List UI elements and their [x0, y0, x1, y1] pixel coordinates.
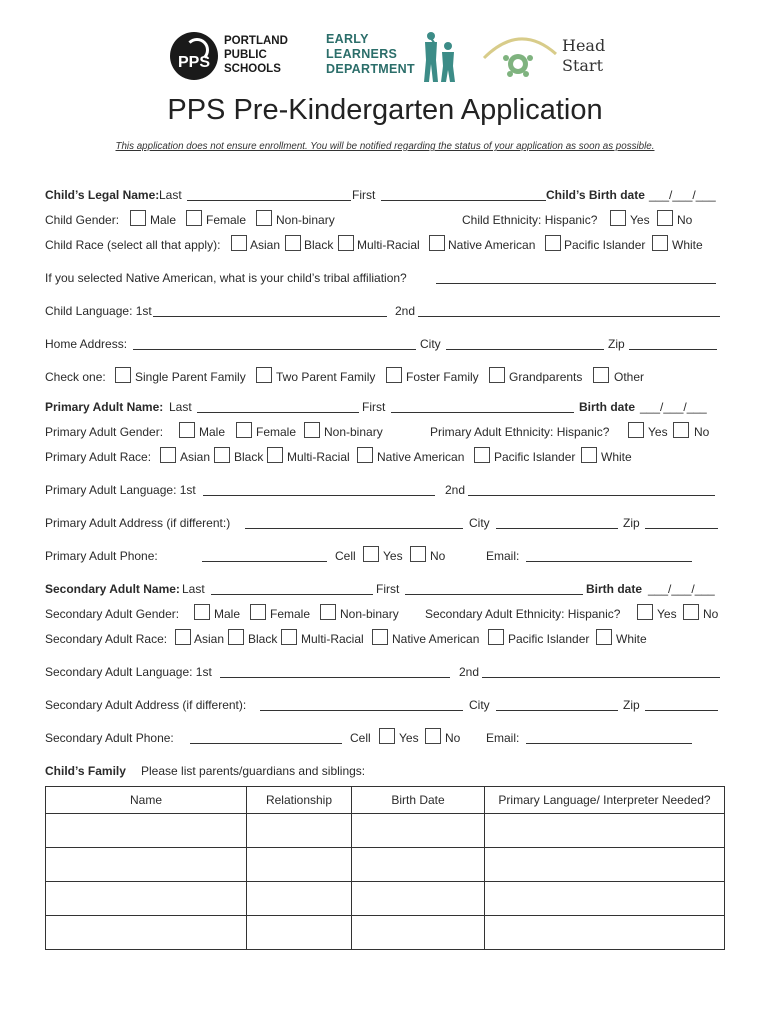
child-name-label: Child’s Legal Name: [45, 188, 160, 202]
secondary-address-label: Secondary Adult Address (if different): [45, 698, 247, 712]
primary-last-name-field[interactable] [197, 400, 359, 413]
female-checkbox[interactable] [250, 604, 266, 620]
name-cell[interactable] [46, 848, 247, 882]
black-checkbox[interactable] [214, 447, 230, 463]
city-field[interactable] [446, 337, 604, 350]
native-american-checkbox[interactable] [372, 629, 388, 645]
nonbinary-label: Non-binary [340, 607, 399, 621]
cell-yes-checkbox[interactable] [363, 546, 379, 562]
pps-logo [170, 32, 218, 80]
white-checkbox[interactable] [596, 629, 612, 645]
secondary-address-row [45, 698, 735, 716]
secondary-name-label: Secondary Adult Name: [45, 582, 180, 596]
elc-line: DEPARTMENT [326, 62, 415, 76]
secondary-last-name-field[interactable] [211, 582, 373, 595]
pps-line: PUBLIC [224, 49, 267, 61]
single-parent-label: Single Parent Family [135, 370, 246, 384]
no-label: No [677, 213, 693, 227]
language-label: Primary Adult Language: 1st [45, 483, 196, 497]
name-cell[interactable] [46, 814, 247, 848]
tribal-affiliation-field[interactable] [436, 271, 716, 284]
child-language-1st-field[interactable] [153, 304, 387, 317]
nonbinary-label: Non-binary [324, 425, 383, 439]
relationship-cell[interactable] [247, 814, 352, 848]
white-checkbox[interactable] [581, 447, 597, 463]
column-header: Name [46, 787, 247, 814]
birth-date-label: Child’s Birth date [546, 188, 645, 202]
language-label: Child Language: 1st [45, 304, 152, 318]
black-label: Black [304, 238, 334, 252]
asian-checkbox[interactable] [175, 629, 191, 645]
language-cell[interactable] [485, 848, 725, 882]
yes-label: Yes [399, 731, 419, 745]
first-label: First [352, 188, 376, 202]
last-label: Last [159, 188, 182, 202]
child-gender-row [45, 213, 735, 231]
second-language-label: 2nd [445, 483, 466, 497]
two-parent-checkbox[interactable] [256, 367, 272, 383]
secondary-phone-field[interactable] [190, 731, 342, 744]
secondary-name-row [45, 582, 735, 600]
child-language-row [45, 304, 735, 322]
asian-checkbox[interactable] [231, 235, 247, 251]
table-row [46, 814, 725, 848]
secondary-first-name-field[interactable] [405, 582, 583, 595]
primary-race-row [45, 450, 735, 468]
family-type-row [45, 370, 735, 388]
single-parent-checkbox[interactable] [115, 367, 131, 383]
home-address-label: Home Address: [45, 337, 128, 351]
yes-label: Yes [383, 549, 403, 563]
nonbinary-label: Non-binary [276, 213, 335, 227]
language-label: Secondary Adult Language: 1st [45, 665, 212, 679]
elc-line: LEARNERS [326, 47, 398, 61]
last-label: Last [182, 582, 205, 596]
female-label: Female [270, 607, 311, 621]
native-american-checkbox[interactable] [357, 447, 373, 463]
secondary-language-row [45, 665, 735, 683]
secondary-city-field[interactable] [496, 698, 618, 711]
secondary-zip-field[interactable] [645, 698, 718, 711]
primary-gender-row [45, 425, 735, 443]
black-checkbox[interactable] [228, 629, 244, 645]
cell-label: Cell [350, 731, 371, 745]
hispanic-yes-checkbox[interactable] [628, 422, 644, 438]
primary-birth-date-field[interactable]: ___/___/___ [640, 400, 707, 414]
foster-label: Foster Family [406, 370, 479, 384]
birth-date-cell[interactable] [352, 882, 485, 916]
secondary-gender-row [45, 607, 735, 625]
pacific-islander-label: Pacific Islander [508, 632, 590, 646]
primary-name-row [45, 400, 735, 418]
multiracial-label: Multi-Racial [301, 632, 364, 646]
nonbinary-checkbox[interactable] [304, 422, 320, 438]
zip-label: Zip [623, 516, 640, 530]
family-table [45, 786, 725, 950]
disclaimer: This application does not ensure enrollment. You will be notified regarding the status of your application as soon as possible. [115, 141, 655, 152]
head-start-logo-icon [480, 28, 560, 84]
white-label: White [672, 238, 703, 252]
secondary-address-field[interactable] [260, 698, 463, 711]
primary-address-label: Primary Adult Address (if different:) [45, 516, 231, 530]
city-label: City [469, 516, 490, 530]
child-language-2nd-field[interactable] [418, 304, 720, 317]
child-race-row [45, 238, 735, 256]
primary-language-2nd-field[interactable] [468, 483, 715, 496]
yes-label: Yes [657, 607, 677, 621]
multiracial-label: Multi-Racial [287, 450, 350, 464]
pps-name [224, 34, 288, 76]
multiracial-checkbox[interactable] [281, 629, 297, 645]
tribal-label: If you selected Native American, what is your child’s tribal affiliation? [45, 271, 407, 285]
family-instructions: Please list parents/guardians and siblings: [141, 764, 366, 778]
foster-checkbox[interactable] [386, 367, 402, 383]
child-first-name-field[interactable] [381, 188, 546, 201]
primary-city-field[interactable] [496, 516, 618, 529]
phone-label: Secondary Adult Phone: [45, 731, 174, 745]
primary-phone-field[interactable] [202, 549, 327, 562]
cell-no-checkbox[interactable] [410, 546, 426, 562]
grandparents-label: Grandparents [509, 370, 583, 384]
other-label: Other [614, 370, 645, 384]
multiracial-checkbox[interactable] [267, 447, 283, 463]
relationship-cell[interactable] [247, 882, 352, 916]
male-checkbox[interactable] [179, 422, 195, 438]
relationship-cell[interactable] [247, 916, 352, 950]
city-label: City [420, 337, 441, 351]
two-parent-label: Two Parent Family [276, 370, 376, 384]
second-language-label: 2nd [395, 304, 416, 318]
first-label: First [376, 582, 400, 596]
cell-yes-checkbox[interactable] [379, 728, 395, 744]
male-checkbox[interactable] [130, 210, 146, 226]
children-logo-icon [422, 30, 458, 84]
pps-line: PORTLAND [224, 35, 288, 47]
birth-date-label: Birth date [586, 582, 643, 596]
male-label: Male [214, 607, 241, 621]
hispanic-yes-checkbox[interactable] [637, 604, 653, 620]
female-checkbox[interactable] [186, 210, 202, 226]
zip-field[interactable] [629, 337, 717, 350]
gender-label: Primary Adult Gender: [45, 425, 164, 439]
asian-label: Asian [194, 632, 225, 646]
white-checkbox[interactable] [652, 235, 668, 251]
phone-label: Primary Adult Phone: [45, 549, 158, 563]
race-label: Primary Adult Race: [45, 450, 152, 464]
family-label: Child’s Family [45, 764, 126, 778]
hispanic-no-checkbox[interactable] [673, 422, 689, 438]
email-label: Email: [486, 731, 520, 745]
secondary-language-2nd-field[interactable] [482, 665, 720, 678]
pps-swirl-icon [185, 38, 209, 62]
hispanic-no-checkbox[interactable] [683, 604, 699, 620]
pacific-islander-checkbox[interactable] [545, 235, 561, 251]
hispanic-yes-checkbox[interactable] [610, 210, 626, 226]
primary-address-field[interactable] [245, 516, 463, 529]
check-one-label: Check one: [45, 370, 106, 384]
black-label: Black [234, 450, 264, 464]
tribal-row [45, 271, 735, 289]
asian-checkbox[interactable] [160, 447, 176, 463]
pacific-islander-checkbox[interactable] [474, 447, 490, 463]
birth-date-cell[interactable] [352, 814, 485, 848]
relationship-cell[interactable] [247, 848, 352, 882]
native-american-label: Native American [392, 632, 480, 646]
male-checkbox[interactable] [194, 604, 210, 620]
home-address-field[interactable] [133, 337, 416, 350]
no-label: No [694, 425, 710, 439]
asian-label: Asian [180, 450, 211, 464]
birth-date-label: Birth date [579, 400, 636, 414]
primary-zip-field[interactable] [645, 516, 718, 529]
table-header-row [46, 787, 725, 814]
table-row [46, 916, 725, 950]
home-address-row [45, 337, 735, 355]
second-language-label: 2nd [459, 665, 480, 679]
ethnicity-label: Secondary Adult Ethnicity: Hispanic? [425, 607, 621, 621]
secondary-phone-row [45, 731, 735, 749]
table-row [46, 848, 725, 882]
no-label: No [703, 607, 719, 621]
language-cell[interactable] [485, 916, 725, 950]
cell-label: Cell [335, 549, 356, 563]
zip-label: Zip [623, 698, 640, 712]
zip-label: Zip [608, 337, 625, 351]
birth-date-cell[interactable] [352, 848, 485, 882]
black-checkbox[interactable] [285, 235, 301, 251]
birth-date-cell[interactable] [352, 916, 485, 950]
first-label: First [362, 400, 386, 414]
multiracial-checkbox[interactable] [338, 235, 354, 251]
elc-line: EARLY [326, 32, 369, 46]
early-learners-name [326, 32, 415, 77]
pacific-islander-label: Pacific Islander [494, 450, 576, 464]
male-label: Male [150, 213, 177, 227]
female-label: Female [206, 213, 247, 227]
other-checkbox[interactable] [593, 367, 609, 383]
native-american-checkbox[interactable] [429, 235, 445, 251]
child-last-name-field[interactable] [187, 188, 351, 201]
family-heading-row [45, 764, 735, 782]
column-header: Primary Language/ Interpreter Needed? [485, 787, 725, 814]
yes-label: Yes [630, 213, 650, 227]
secondary-race-row [45, 632, 735, 650]
name-cell[interactable] [46, 916, 247, 950]
black-label: Black [248, 632, 278, 646]
gender-label: Child Gender: [45, 213, 120, 227]
name-cell[interactable] [46, 882, 247, 916]
yes-label: Yes [648, 425, 668, 439]
nonbinary-checkbox[interactable] [256, 210, 272, 226]
primary-language-row [45, 483, 735, 501]
language-cell[interactable] [485, 814, 725, 848]
male-label: Male [199, 425, 226, 439]
head-start-name [562, 36, 605, 76]
city-label: City [469, 698, 490, 712]
primary-email-field[interactable] [526, 549, 692, 562]
pps-line: SCHOOLS [224, 63, 281, 75]
secondary-birth-date-field[interactable]: ___/___/___ [648, 582, 715, 596]
primary-name-label: Primary Adult Name: [45, 400, 164, 414]
primary-language-1st-field[interactable] [203, 483, 435, 496]
pps-logo-letters: PPS [177, 54, 210, 71]
no-label: No [430, 549, 446, 563]
female-checkbox[interactable] [236, 422, 252, 438]
native-american-label: Native American [448, 238, 536, 252]
white-label: White [601, 450, 632, 464]
secondary-email-field[interactable] [526, 731, 692, 744]
pacific-islander-label: Pacific Islander [564, 238, 646, 252]
head-start-line: Start [562, 56, 604, 75]
page-title: PPS Pre-Kindergarten Application [167, 94, 603, 126]
column-header: Relationship [247, 787, 352, 814]
child-birth-date-field[interactable]: ___/___/___ [649, 188, 716, 202]
white-label: White [616, 632, 647, 646]
race-label: Child Race (select all that apply): [45, 238, 221, 252]
asian-label: Asian [250, 238, 281, 252]
primary-first-name-field[interactable] [391, 400, 574, 413]
race-label: Secondary Adult Race: [45, 632, 168, 646]
secondary-language-1st-field[interactable] [220, 665, 450, 678]
head-start-line: Head [562, 36, 606, 55]
cell-no-checkbox[interactable] [425, 728, 441, 744]
female-label: Female [256, 425, 297, 439]
child-name-row [45, 188, 735, 206]
last-label: Last [169, 400, 192, 414]
gender-label: Secondary Adult Gender: [45, 607, 180, 621]
primary-address-row [45, 516, 735, 534]
hispanic-no-checkbox[interactable] [657, 210, 673, 226]
table-row [46, 882, 725, 916]
ethnicity-label: Primary Adult Ethnicity: Hispanic? [430, 425, 610, 439]
native-american-label: Native American [377, 450, 465, 464]
multiracial-label: Multi-Racial [357, 238, 420, 252]
column-header: Birth Date [352, 787, 485, 814]
ethnicity-label: Child Ethnicity: Hispanic? [462, 213, 598, 227]
grandparents-checkbox[interactable] [489, 367, 505, 383]
header [0, 26, 770, 90]
no-label: No [445, 731, 461, 745]
email-label: Email: [486, 549, 520, 563]
nonbinary-checkbox[interactable] [320, 604, 336, 620]
language-cell[interactable] [485, 882, 725, 916]
pacific-islander-checkbox[interactable] [488, 629, 504, 645]
primary-phone-row [45, 549, 735, 567]
